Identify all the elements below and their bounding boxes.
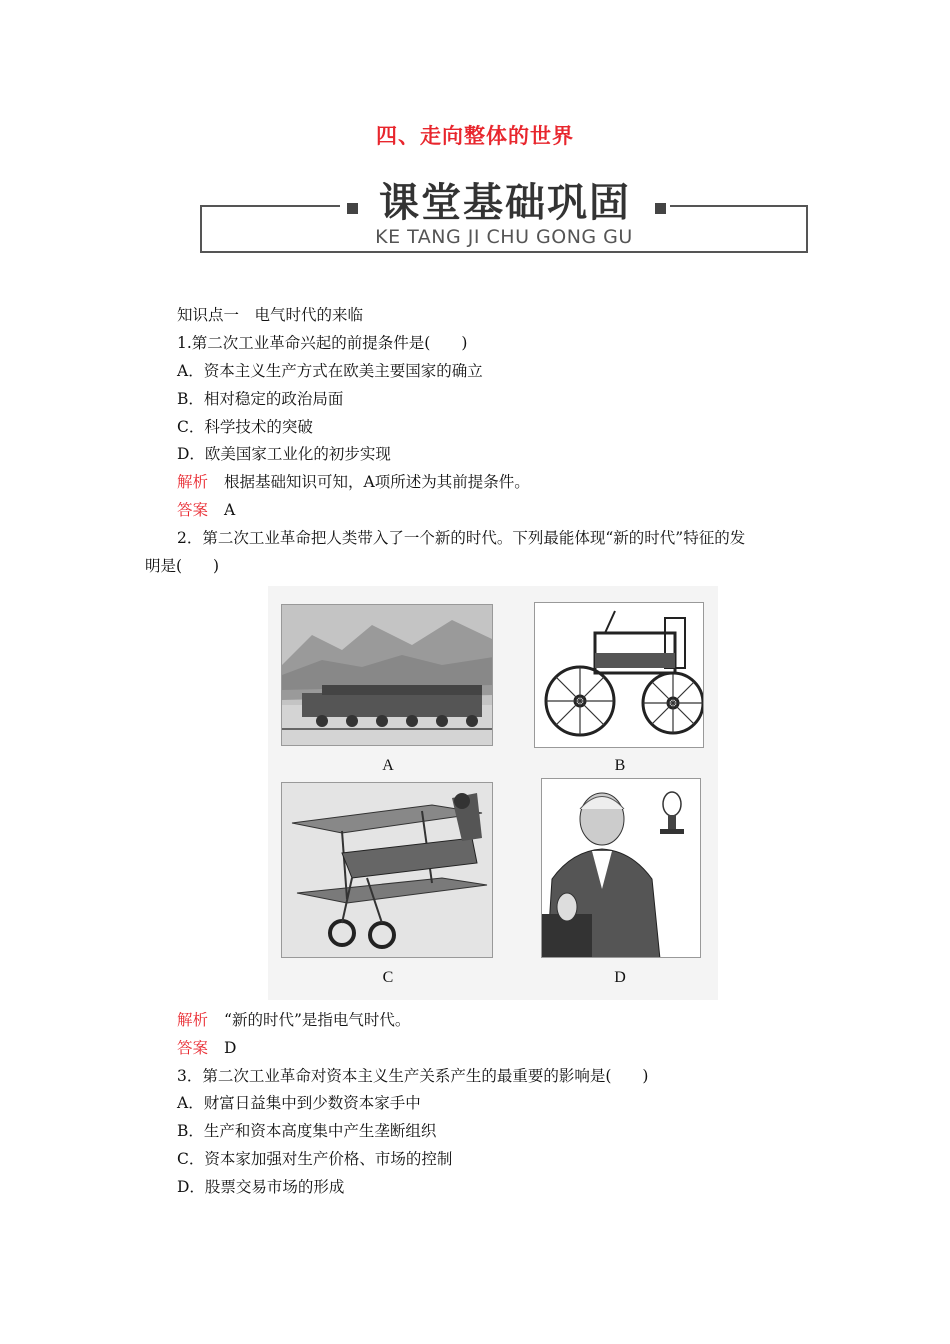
- q2-analysis: [177, 1010, 410, 1030]
- q2-stem-line2: 明是( ): [145, 557, 220, 575]
- caption-d: D: [614, 969, 626, 986]
- q1-option-b: B．相对稳定的政治局面: [177, 390, 344, 408]
- image-steam-train: [281, 604, 493, 746]
- banner-title: 课堂基础巩固: [340, 178, 670, 230]
- q1-answer: [177, 500, 235, 520]
- q3-option-d: D．股票交易市场的形成: [177, 1178, 345, 1196]
- caption-c: C: [382, 969, 394, 986]
- q1-analysis: [177, 472, 530, 492]
- banner-square-left-icon: [347, 203, 358, 214]
- q3-option-a: A．财富日益集中到少数资本家手中: [177, 1094, 421, 1112]
- image-edison-lamp: [541, 778, 701, 958]
- q2-answer: [177, 1038, 236, 1058]
- answer-text: A: [224, 501, 236, 519]
- q3-stem: 3．第二次工业革命对资本主义生产关系产生的最重要的影响是( ): [177, 1067, 649, 1085]
- q1-option-c: C．科学技术的突破: [177, 418, 313, 436]
- banner-subtitle: KE TANG JI CHU GONG GU: [375, 226, 633, 248]
- analysis-label: 解析: [177, 1011, 209, 1029]
- answer-label: 答案: [177, 1039, 209, 1057]
- banner-square-right-icon: [655, 203, 666, 214]
- q1-stem: 1.第二次工业革命兴起的前提条件是( ): [177, 334, 468, 352]
- answer-text: D: [224, 1039, 237, 1057]
- q3-option-b: B．生产和资本高度集中产生垄断组织: [177, 1122, 437, 1140]
- q1-option-a: A．资本主义生产方式在欧美主要国家的确立: [177, 362, 483, 380]
- q2-image-panel: [268, 586, 718, 1000]
- analysis-label: 解析: [177, 473, 209, 491]
- image-biplane: [281, 782, 493, 958]
- section-banner: [200, 178, 812, 258]
- section-heading: 知识点一 电气时代的来临: [177, 306, 364, 324]
- answer-label: 答案: [177, 501, 209, 519]
- caption-a: A: [382, 757, 394, 774]
- analysis-text: 根据基础知识可知，A项所述为其前提条件。: [224, 473, 530, 491]
- analysis-text: “新的时代”是指电气时代。: [224, 1011, 411, 1029]
- page-title: 四、走向整体的世界: [376, 124, 574, 148]
- q3-option-c: C．资本家加强对生产价格、市场的控制: [177, 1150, 453, 1168]
- caption-b: B: [614, 757, 626, 774]
- q1-option-d: D．欧美国家工业化的初步实现: [177, 445, 391, 463]
- q2-stem-line1: 2．第二次工业革命把人类带入了一个新的时代。下列最能体现“新的时代”特征的发: [177, 529, 746, 547]
- image-automobile: [534, 602, 704, 748]
